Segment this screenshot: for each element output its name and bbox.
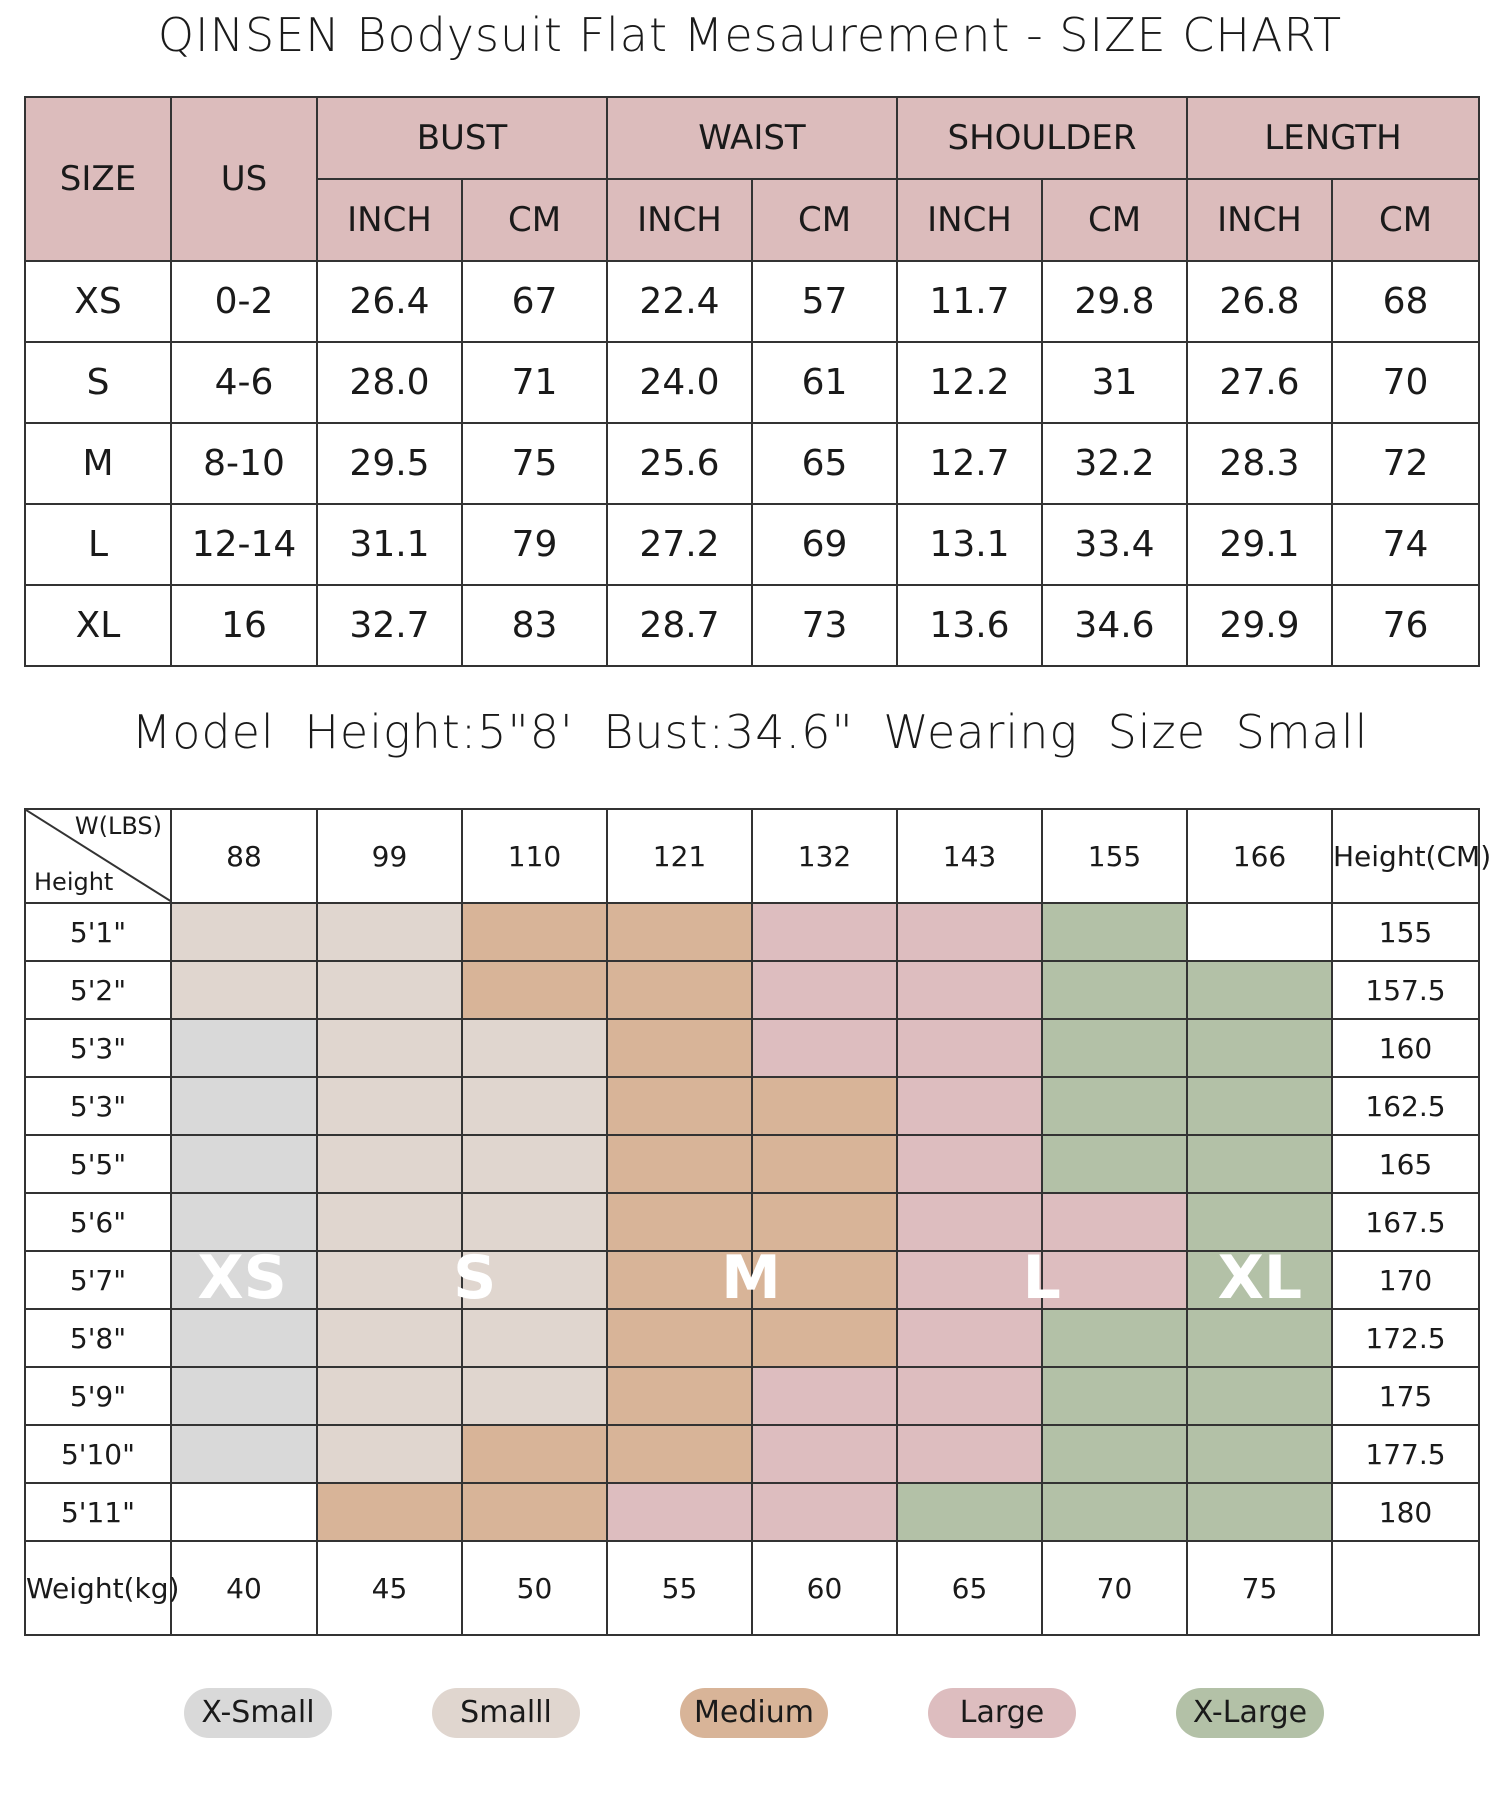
height-cm-tick: 160 [1332,1019,1479,1077]
heatmap-cell [1187,903,1332,961]
table-cell: 26.8 [1187,261,1332,342]
table-row [25,585,1479,666]
table-row [25,261,1479,342]
heatmap-cell [752,1483,897,1541]
table-cell: 28.0 [317,342,462,423]
zone-label-m: M [721,1242,781,1313]
waist-group-header: WAIST [607,97,897,179]
table-cell: 29.8 [1042,261,1187,342]
table-cell: 0-2 [171,261,317,342]
unit-header: CM [1332,179,1479,261]
table-cell: 24.0 [607,342,752,423]
height-row [25,1077,1479,1135]
table-cell: 71 [462,342,607,423]
weight-kg-tick: 55 [607,1541,752,1635]
heatmap-cell [607,1483,752,1541]
table-cell: 61 [752,342,897,423]
heatmap-cell [897,1309,1042,1367]
table-cell: 13.6 [897,585,1042,666]
heatmap-cell [1042,961,1187,1019]
heatmap-cell [1187,1483,1332,1541]
height-row [25,1425,1479,1483]
heatmap-cell [1042,1367,1187,1425]
weight-kg-tick: 65 [897,1541,1042,1635]
heatmap-cell [897,903,1042,961]
legend-item-xl: X-Large [1176,1688,1324,1738]
height-ft-tick: 5'11" [25,1483,171,1541]
height-cm-tick: 157.5 [1332,961,1479,1019]
heatmap-cell [752,1135,897,1193]
weight-lbs-tick: 88 [171,809,317,903]
height-cm-tick: 170 [1332,1251,1479,1309]
heatmap-cell [462,1077,607,1135]
table-cell: 28.7 [607,585,752,666]
heatmap-cell [317,1019,462,1077]
table-cell: 57 [752,261,897,342]
heatmap-cell [462,1425,607,1483]
heatmap-cell [1042,1077,1187,1135]
heatmap-cell [462,1019,607,1077]
height-ft-tick: 5'6" [25,1193,171,1251]
table-cell: S [25,342,171,423]
heatmap-cell [317,903,462,961]
heatmap-cell [1042,1425,1187,1483]
table-cell: L [25,504,171,585]
heatmap-cell [462,1367,607,1425]
heatmap-cell [752,1077,897,1135]
height-ft-tick: 5'8" [25,1309,171,1367]
unit-header: CM [462,179,607,261]
heatmap-cell [317,1077,462,1135]
heatmap-cell [1042,1309,1187,1367]
table-cell: 79 [462,504,607,585]
heatmap-cell [897,961,1042,1019]
table-cell: 75 [462,423,607,504]
height-ft-tick: 5'3" [25,1019,171,1077]
legend-item-l: Large [928,1688,1076,1738]
table-cell: 12-14 [171,504,317,585]
table-cell: M [25,423,171,504]
weight-kg-tick: 60 [752,1541,897,1635]
table-cell: 69 [752,504,897,585]
height-row [25,903,1479,961]
length-group-header: LENGTH [1187,97,1479,179]
heatmap-cell [897,1193,1042,1251]
table-cell: 72 [1332,423,1479,504]
us-column-header: US [171,97,317,261]
table-cell: 16 [171,585,317,666]
heatmap-cell [462,1483,607,1541]
table-cell: 33.4 [1042,504,1187,585]
empty-cell [1332,1541,1479,1635]
table-cell: 27.6 [1187,342,1332,423]
legend-item-xs: X-Small [184,1688,332,1738]
height-ft-tick: 5'3" [25,1077,171,1135]
unit-header: INCH [317,179,462,261]
table-row [25,423,1479,504]
heatmap-cell [317,1425,462,1483]
zone-label-xl: XL [1217,1242,1303,1313]
table-cell: 4-6 [171,342,317,423]
unit-header: INCH [897,179,1042,261]
height-row [25,961,1479,1019]
table-cell: 27.2 [607,504,752,585]
weight-axis-label: W(LBS) [74,812,162,840]
table-cell: 11.7 [897,261,1042,342]
heatmap-cell [171,1135,317,1193]
heatmap-cell [607,903,752,961]
bust-group-header: BUST [317,97,607,179]
weight-kg-tick: 45 [317,1541,462,1635]
height-cm-tick: 155 [1332,903,1479,961]
table-cell: 22.4 [607,261,752,342]
unit-header: INCH [1187,179,1332,261]
legend-item-m: Medium [680,1688,828,1738]
heatmap-cell [752,1309,897,1367]
weight-lbs-tick: 121 [607,809,752,903]
size-column-header: SIZE [25,97,171,261]
heatmap-cell [171,1019,317,1077]
heatmap-cell [752,1425,897,1483]
weight-lbs-tick: 110 [462,809,607,903]
heatmap-cell [1187,1309,1332,1367]
heatmap-cell [607,1019,752,1077]
table-cell: 76 [1332,585,1479,666]
size-measurement-table [24,96,1480,667]
zone-label-s: S [453,1242,497,1313]
heatmap-cell [607,1135,752,1193]
height-row [25,1019,1479,1077]
table-cell: 12.2 [897,342,1042,423]
table-cell: XS [25,261,171,342]
heatmap-cell [317,1483,462,1541]
heatmap-cell [1187,1425,1332,1483]
heatmap-cell [607,1309,752,1367]
table-cell: 28.3 [1187,423,1332,504]
heatmap-cell [1187,1077,1332,1135]
weight-lbs-tick: 143 [897,809,1042,903]
heatmap-cell [897,1425,1042,1483]
table-cell: 32.7 [317,585,462,666]
heatmap-cell [317,1251,462,1309]
heatmap-cell [317,961,462,1019]
table-row [25,342,1479,423]
height-cm-tick: 177.5 [1332,1425,1479,1483]
height-ft-tick: 5'5" [25,1135,171,1193]
heatmap-cell [1042,1019,1187,1077]
table-cell: 65 [752,423,897,504]
corner-cell [25,809,171,903]
heatmap-cell [1042,1193,1187,1251]
weight-kg-tick: 75 [1187,1541,1332,1635]
table-cell: 70 [1332,342,1479,423]
chart-title: QINSEN Bodysuit Flat Mesaurement - SIZE CHART [157,8,1343,62]
table-cell: 31 [1042,342,1187,423]
heatmap-cell [897,1135,1042,1193]
table-cell: 29.5 [317,423,462,504]
heatmap-cell [897,1019,1042,1077]
heatmap-cell [752,903,897,961]
heatmap-cell [171,1367,317,1425]
height-cm-tick: 172.5 [1332,1309,1479,1367]
heatmap-cell [607,1077,752,1135]
height-ft-tick: 5'10" [25,1425,171,1483]
table-cell: 12.7 [897,423,1042,504]
table-cell: 13.1 [897,504,1042,585]
unit-header: INCH [607,179,752,261]
heatmap-cell [317,1309,462,1367]
height-row [25,1367,1479,1425]
heatmap-cell [897,1251,1042,1309]
weight-lbs-header-row [25,809,1479,903]
heatmap-cell [171,1077,317,1135]
heatmap-cell [1042,903,1187,961]
height-ft-tick: 5'7" [25,1251,171,1309]
height-row [25,1309,1479,1367]
table-cell: 68 [1332,261,1479,342]
heatmap-cell [1187,961,1332,1019]
table-cell: 32.2 [1042,423,1187,504]
weight-kg-tick: 50 [462,1541,607,1635]
height-row [25,1135,1479,1193]
unit-header: CM [1042,179,1187,261]
heatmap-cell [607,1425,752,1483]
model-info: Model Height:5"8' Bust:34.6" Wearing Size Small [131,705,1369,759]
heatmap-cell [752,961,897,1019]
table-cell: XL [25,585,171,666]
heatmap-cell [1187,1019,1332,1077]
heatmap-cell [171,1425,317,1483]
heatmap-cell [897,1483,1042,1541]
table-cell: 83 [462,585,607,666]
table-cell: 34.6 [1042,585,1187,666]
weight-kg-tick: 70 [1042,1541,1187,1635]
table-cell: 25.6 [607,423,752,504]
unit-header: CM [752,179,897,261]
heatmap-cell [462,903,607,961]
heatmap-cell [462,961,607,1019]
heatmap-cell [462,1309,607,1367]
heatmap-cell [1042,1483,1187,1541]
heatmap-cell [171,1483,317,1541]
height-cm-tick: 165 [1332,1135,1479,1193]
heatmap-cell [317,1135,462,1193]
table-cell: 8-10 [171,423,317,504]
size-fit-grid [24,808,1492,1636]
heatmap-cell [462,1135,607,1193]
heatmap-cell [897,1367,1042,1425]
heatmap-cell [171,961,317,1019]
heatmap-cell [171,1309,317,1367]
table-row [25,504,1479,585]
heatmap-cell [752,1367,897,1425]
height-cm-tick: 175 [1332,1367,1479,1425]
heatmap-cell [1042,1135,1187,1193]
heatmap-cell [752,1019,897,1077]
zone-label-xs: XS [197,1242,287,1313]
table-cell: 31.1 [317,504,462,585]
height-cm-tick: 180 [1332,1483,1479,1541]
weight-lbs-tick: 166 [1187,809,1332,903]
heatmap-cell [171,903,317,961]
heatmap-cell [317,1367,462,1425]
weight-lbs-tick: 99 [317,809,462,903]
height-cm-tick: 167.5 [1332,1193,1479,1251]
weight-lbs-tick: 132 [752,809,897,903]
heatmap-cell [1187,1367,1332,1425]
zone-label-l: L [1022,1242,1061,1313]
weight-kg-label: Weight(kg) [25,1541,171,1635]
height-ft-tick: 5'2" [25,961,171,1019]
table-cell: 73 [752,585,897,666]
table-cell: 29.9 [1187,585,1332,666]
heatmap-cell [897,1077,1042,1135]
heatmap-cell [1042,1251,1187,1309]
table-cell: 29.1 [1187,504,1332,585]
height-cm-header: Height(CM) [1332,809,1479,903]
height-ft-tick: 5'1" [25,903,171,961]
table-cell: 67 [462,261,607,342]
heatmap-cell [317,1193,462,1251]
height-ft-tick: 5'9" [25,1367,171,1425]
heatmap-cell [607,1367,752,1425]
weight-lbs-tick: 155 [1042,809,1187,903]
height-cm-tick: 162.5 [1332,1077,1479,1135]
legend-item-s: Smalll [432,1688,580,1738]
table-cell: 26.4 [317,261,462,342]
shoulder-group-header: SHOULDER [897,97,1187,179]
heatmap-cell [1187,1135,1332,1193]
weight-kg-tick: 40 [171,1541,317,1635]
height-axis-label: Height [34,868,114,896]
table-cell: 74 [1332,504,1479,585]
weight-kg-row [25,1541,1479,1635]
height-row [25,1483,1479,1541]
heatmap-cell [607,961,752,1019]
